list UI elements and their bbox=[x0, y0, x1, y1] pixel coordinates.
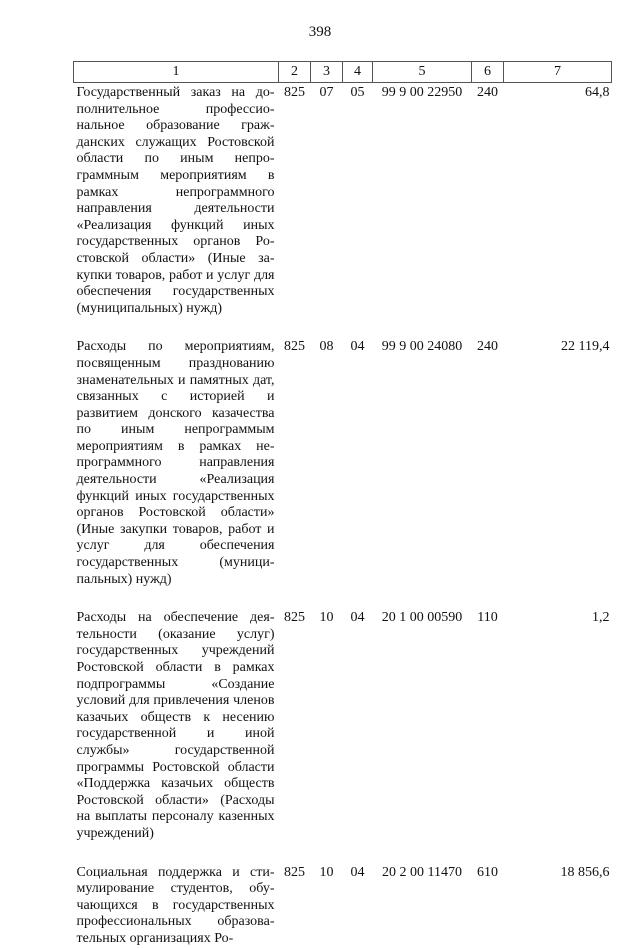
row-col-4: 04 bbox=[350, 610, 365, 626]
row-col-6: 240 bbox=[477, 339, 498, 355]
table-row bbox=[74, 608, 612, 842]
row-description: Расходы на обеспечение деятельности (оказание услуг) государственных учреждений Ростовской области в рамках подпрограммы «Создание условий для привлечения членов казачьих обществ к несению государственной и иной службы» государственной программы Ростовской области «Поддержка казачьих обществ Ростовской области» (Расходы на выплаты персоналу казенных учреждений) bbox=[76, 610, 275, 841]
row-description: Расходы по мероприятиям, посвященным празднованию знаменательных и памятных дат, связанных с историей и развитием донского казачества по иным непрограммым мероприятиям в рамках непрограммного направления деятельности «Реализация функций иных государственных органов Ростовской области» (Иные закупки товаров, работ и услуг для обеспечения государственных (муниципальных) нужд) bbox=[76, 339, 275, 587]
row-col-2: 825 bbox=[284, 339, 305, 355]
header-col-1: 1 bbox=[74, 62, 279, 83]
table-row bbox=[74, 83, 612, 318]
header-col-2: 2 bbox=[279, 62, 311, 83]
page-number: 398 bbox=[308, 24, 332, 40]
row-col-3: 10 bbox=[319, 610, 334, 626]
budget-table bbox=[73, 61, 612, 948]
header-col-4: 4 bbox=[343, 62, 373, 83]
row-col-3: 10 bbox=[319, 864, 334, 880]
row-col-5: 20 1 00 00590 bbox=[381, 610, 463, 626]
header-col-7: 7 bbox=[504, 62, 612, 83]
row-col-2: 825 bbox=[284, 864, 305, 880]
row-col-5: 20 2 00 11470 bbox=[382, 864, 462, 880]
row-col-4: 04 bbox=[350, 864, 365, 880]
table-row bbox=[74, 337, 612, 588]
row-description: Государственный заказ на дополнительное профессиональное образование гражданских служащих Ростовской области по иным непрограммным мероприятиям в рамках непрограммного направления деятельности «Реализация функций иных государственных органов Ростовской области» (Иные закупки товаров, работ и услуг для обеспечения государственных (муниципальных) нужд) bbox=[76, 85, 275, 316]
row-col-3: 08 bbox=[319, 339, 334, 355]
row-col-4: 05 bbox=[350, 85, 365, 100]
row-col-7: 1,2 bbox=[592, 610, 610, 626]
row-col-2: 825 bbox=[284, 610, 305, 626]
header-col-5: 5 bbox=[373, 62, 472, 83]
row-col-5: 99 9 00 22950 bbox=[381, 85, 463, 100]
row-col-4: 04 bbox=[350, 339, 365, 355]
row-col-7: 64,8 bbox=[585, 85, 610, 100]
row-description: Социальная поддержка и стимулирование студентов, обучающихся в государственных профессиональных образовательных организациях Ро- bbox=[76, 864, 275, 946]
row-col-7: 18 856,6 bbox=[560, 864, 610, 880]
row-col-6: 610 bbox=[477, 864, 498, 880]
row-col-6: 240 bbox=[477, 85, 498, 100]
header-col-3: 3 bbox=[311, 62, 343, 83]
row-col-6: 110 bbox=[477, 610, 498, 626]
table-header-row bbox=[74, 62, 612, 83]
header-col-6: 6 bbox=[472, 62, 504, 83]
row-col-2: 825 bbox=[284, 85, 305, 100]
row-col-3: 07 bbox=[319, 85, 334, 100]
table-row bbox=[74, 863, 612, 948]
row-col-7: 22 119,4 bbox=[561, 339, 610, 355]
row-col-5: 99 9 00 24080 bbox=[381, 339, 463, 355]
